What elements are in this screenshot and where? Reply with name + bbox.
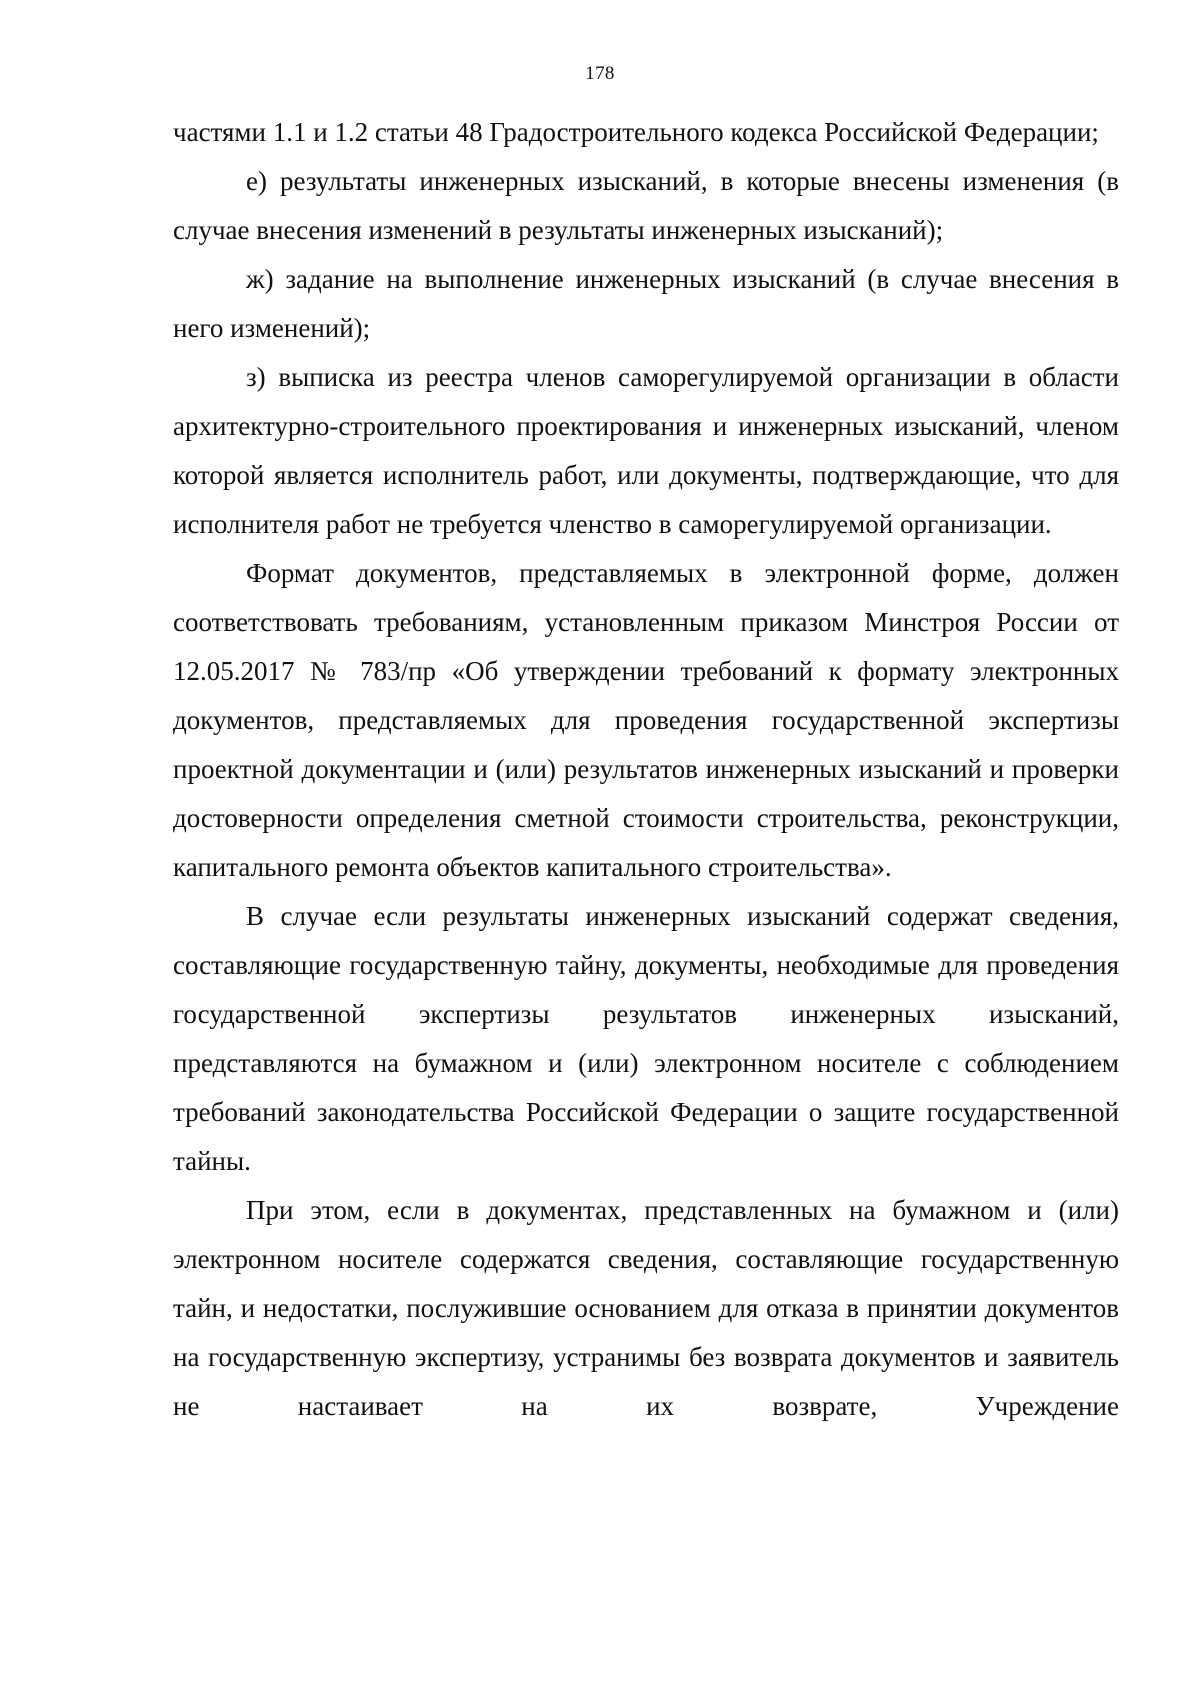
paragraph-format: Формат документов, представляемых в электронной форме, должен соответствовать требованиям, установленным приказом Минстроя России от 12.05.2017 № 783/пр «Об утверждении требований к формату электронных документов, представляемых для проведения государственной экспертизы проектной документации и (или) результатов инженерных изысканий и проверки достоверности определения сметной стоимости строительства, реконструкции, капитального ремонта объектов капитального строительства». xyxy=(173,558,1119,882)
paragraph-state-secret: В случае если результаты инженерных изысканий содержат сведения, составляющие государственную тайну, документы, необходимые для проведения государственной экспертизы результатов инженерных изысканий, представляются на бумажном и (или) электронном носителе с соблюдением требований законодательства Российской Федерации о защите государственной тайны. xyxy=(173,901,1119,1176)
document-body xyxy=(173,108,1119,1431)
paragraph-item-zh: ж) задание на выполнение инженерных изысканий (в случае внесения в него изменений); xyxy=(173,264,1119,343)
paragraph-continuation: частями 1.1 и 1.2 статьи 48 Градостроительного кодекса Российской Федерации; xyxy=(173,117,1099,147)
page-number: 178 xyxy=(585,63,615,84)
paragraph-item-z: з) выписка из реестра членов саморегулируемой организации в области архитектурно-строительного проектирования и инженерных изысканий, членом которой является исполнитель работ, или документы, подтверждающие, что для исполнителя работ не требуется членство в саморегулируемой организации. xyxy=(173,362,1119,539)
paragraph-item-e: е) результаты инженерных изысканий, в которые внесены изменения (в случае внесения изменений в результаты инженерных изысканий); xyxy=(173,166,1119,245)
paragraph-deficiencies: При этом, если в документах, представленных на бумажном и (или) электронном носителе содержатся сведения, составляющие государственную тайн, и недостатки, послужившие основанием для отказа в принятии документов на государственную экспертизу, устранимы без возврата документов и заявитель не настаивает на их возврате, Учреждение xyxy=(173,1195,1119,1421)
